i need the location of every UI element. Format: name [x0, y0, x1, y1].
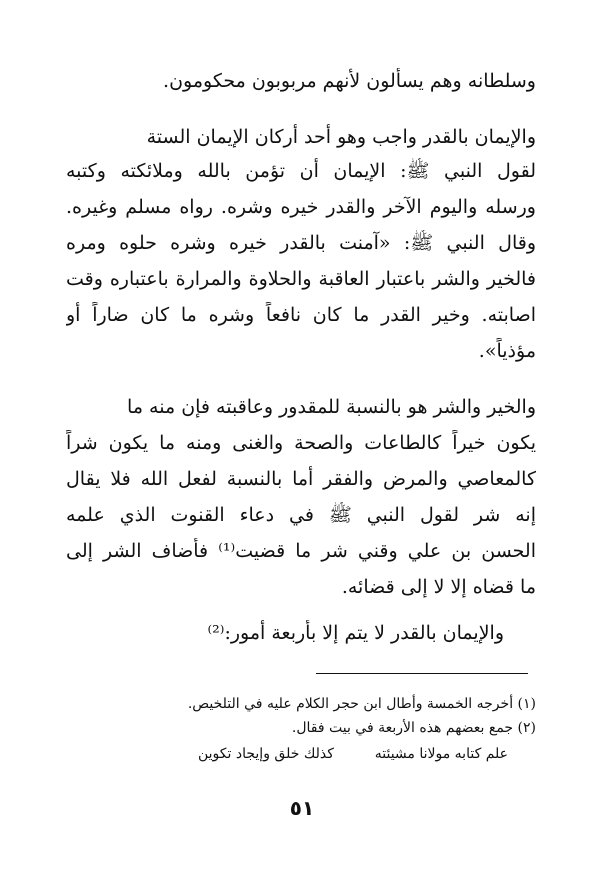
text-line: وسلطانه وهم يسألون لأنهم مربوبون محكومون.	[163, 70, 536, 92]
text-line: اصابته. وخير القدر ما كان نافعاً وشره ما كان ضاراً أو	[66, 304, 536, 326]
text-line: ما قضاه إلا لا إلى قضائه.	[341, 576, 536, 598]
footnote: (١) أخرجه الخمسة وأطال ابن حجر الكلام عليه في التلخيص.	[187, 696, 536, 712]
text-line: الحسن بن علي وقني شر ما قضيت⁽¹⁾ فأضاف الشر إلى	[66, 540, 536, 562]
footnote-divider	[316, 673, 528, 674]
verse-first-hemistich: علم كتابه مولانا مشيئته	[374, 746, 508, 762]
text-line: فالخير والشر باعتبار العاقبة والحلاوة والمرارة باعتباره وقت	[66, 268, 536, 290]
text-line: والإيمان بالقدر واجب وهو أحد أركان الإيمان الستة	[146, 126, 536, 148]
text-line: كالمعاصي والمرض والفقر أما بالنسبة لفعل الله فلا يقال	[66, 468, 536, 490]
text-line: إنه شر لقول النبي ﷺ في دعاء القنوت الذي علمه	[66, 504, 536, 526]
text-line: مؤذياً».	[478, 340, 536, 362]
text-line: لقول النبي ﷺ: الإيمان أن تؤمن بالله وملائكته وكتبه	[66, 160, 536, 182]
footnote: (٢) جمع بعضهم هذه الأربعة في بيت فقال.	[291, 720, 536, 736]
text-line: والإيمان بالقدر لا يتم إلا بأربعة أمور:⁽²⁾	[207, 622, 504, 644]
text-line: يكون خيراً كالطاعات والصحة والغنى ومنه ما يكون شراً	[66, 432, 536, 454]
page-number: ٥١	[289, 796, 315, 820]
verse-second-hemistich: كذلك خلق وإيجاد تكوين	[198, 746, 334, 762]
text-line: ورسله واليوم الآخر والقدر خيره وشره. رواه مسلم وغيره.	[66, 196, 536, 218]
text-line: وقال النبي ﷺ: «آمنت بالقدر خيره وشره حلوه ومره	[66, 232, 536, 254]
text-line: والخير والشر هو بالنسبة للمقدور وعاقبته فإن منه ما	[127, 396, 536, 418]
